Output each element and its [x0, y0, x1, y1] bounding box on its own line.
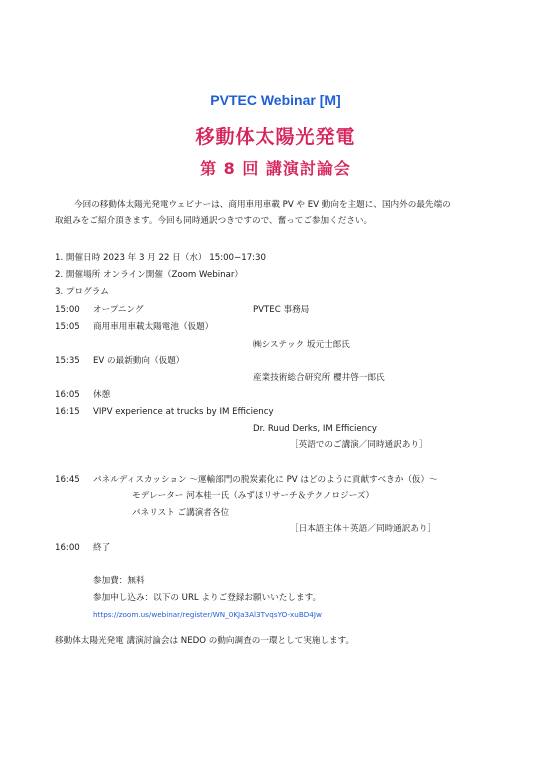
webinar-title-en: PVTEC Webinar [M]: [210, 92, 341, 108]
program-title: 商用車用車載太陽電池（仮題）: [93, 322, 214, 332]
program-note: ［日本語主体＋英語／同時通訳あり］: [290, 524, 437, 534]
event-date: 1. 開催日時 2023 年 3 月 22 日（水） 15:00−17:30: [55, 253, 266, 263]
program-title: VIPV experience at trucks by IM Efficiency: [93, 407, 274, 417]
program-time: 16:15: [55, 407, 80, 417]
intro-line-2: 取組みをご紹介頂きます。今回も同時通訳つきですので、奮ってご参加ください。: [55, 216, 373, 226]
program-title: オープニング: [93, 305, 144, 315]
program-title: 休憩: [93, 390, 111, 400]
program-time: 16:05: [55, 390, 80, 400]
program-title: 終了: [93, 543, 111, 553]
session-subtitle: 第 8 回 講演討論会: [200, 159, 351, 178]
program-time: 15:05: [55, 322, 80, 332]
program-note: ［英語でのご講演／同時通訳あり］: [290, 440, 428, 450]
webinar-title-jp: 移動体太陽光発電: [195, 126, 356, 148]
program-time: 15:00: [55, 305, 80, 315]
program-label: 3. プログラム: [55, 287, 109, 297]
intro-line-1: 今回の移動体太陽光発電ウェビナーは、商用車用車載 PV や EV 動向を主題に、国内外の最先端の: [74, 200, 451, 210]
event-venue: 2. 開催場所 オンライン開催（Zoom Webinar）: [55, 270, 243, 280]
program-speaker: 産業技術総合研究所 櫻井啓一郎氏: [253, 373, 385, 383]
program-speaker: PVTEC 事務局: [253, 305, 310, 315]
panel-moderator: モデレーター 河本桂一氏（みずほリサーチ＆テクノロジーズ）: [132, 491, 375, 501]
footer-note: 移動体太陽光発電 講演討論会は NEDO の動向調査の一環として実施します。: [55, 636, 355, 646]
program-title: EV の最新動向（仮題）: [93, 356, 185, 366]
registration-instructions: 参加申し込み：以下の URL よりご登録お願いいたします。: [93, 593, 322, 603]
program-speaker: ㈱システック 坂元士郎氏: [253, 340, 350, 350]
panel-panelists: パネリスト ご講演者各位: [132, 508, 230, 518]
program-speaker: Dr. Ruud Derks, IM Efficiency: [253, 424, 377, 434]
program-title: パネルディスカッション 〜運輸部門の脱炭素化に PV はどのように貢献すべきか（仮）〜: [93, 475, 438, 485]
program-time: 15:35: [55, 356, 80, 366]
participation-fee: 参加費：無料: [93, 576, 145, 586]
program-time: 16:00: [55, 543, 80, 553]
program-time: 16:45: [55, 475, 80, 485]
registration-link[interactable]: https://zoom.us/webinar/register/WN_0KJa3Al3TvqsYO-xuBD4Jw: [93, 610, 322, 619]
